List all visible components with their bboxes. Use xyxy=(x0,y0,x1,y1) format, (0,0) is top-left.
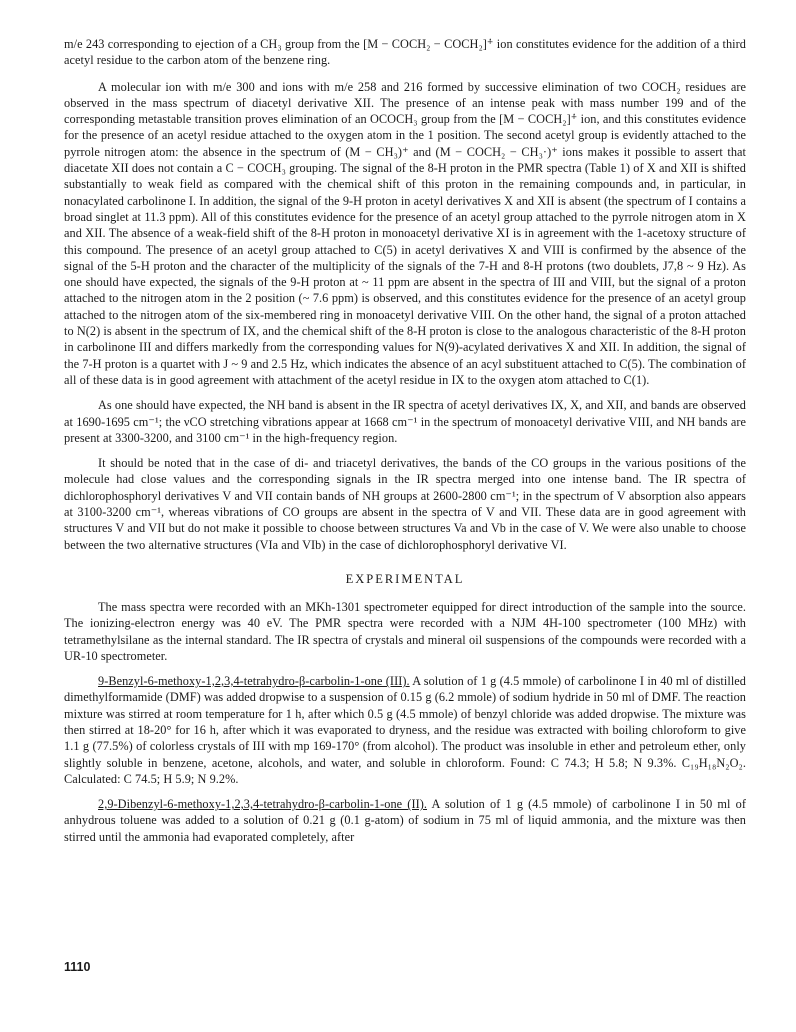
experimental-paragraph-3 xyxy=(64,796,746,845)
paragraph-3: As one should have expected, the NH band is absent in the IR spectra of acetyl derivatives IX, X, and XII, and bands are observed at 1690-1695 cm⁻¹; the νCO stretching vibrations appear at 1668 cm⁻¹ in the spectrum of monoacetyl derivative VIII, and NH bands are present at 3300-3200, and 3100 cm⁻¹ in the high-frequency region. xyxy=(64,398,746,445)
paragraph-1: m/e 243 corresponding to ejection of a CH₃ group from the [M − COCH₂ − COCH₂]⁺̇ ion constitutes evidence for the addition of a third acetyl residue to the carbon atom of the benzene ring. xyxy=(64,37,746,68)
experimental-text: A solution of 1 g (4.5 mmole) of carbolinone I in 40 ml of distilled dimethylformamide (DMF) was added dropwise to a suspension of 0.15 g (6.2 mmole) of sodium hydride in 50 ml of DMF. The reaction mixture was stirred at room temperature for 1 h, after which 0.5 g (4.5 mmole) of benzyl chloride was added dropwise. The mixture was then stirred at 18-20° for 16 h, after which it was evaporated to dryness, and the residue was extracted with boiling chloroform to give 1.1 g (77.5%) of colorless crystals of III with mp 169-170° (from alcohol). The product was insoluble in ether and petroleum ether, only slightly soluble in benzene, acetone, alcohols, and water, and soluble in chloroform. Found: C 74.3; H 5.8; N 9.3%. C₁₉H₁₈N₂O₂. Calculated: C 74.5; H 5.9; N 9.2%. xyxy=(64,674,746,786)
compound-title: 9-Benzyl-6-methoxy-1,2,3,4-tetrahydro-β-carbolin-1-one (III). xyxy=(98,674,410,689)
experimental-paragraph-1 xyxy=(64,599,746,664)
experimental-paragraph-2 xyxy=(64,673,746,787)
paragraph-2: A molecular ion with m/e 300 and ions with m/e 258 and 216 formed by successive elimination of two COCH₂ residues are observed in the mass spectrum of diacetyl derivative XII. The presence of an intense peak with mass number 199 and of the corresponding metastable transition proves elimination of an OCOCH₃ group from the [M − COCH₂]⁺̇ ion, and this constitutes evidence for the presence of an acetyl residue attached to the oxygen atom in the 1 position. The second acetyl group is evidently attached to the pyrrole nitrogen atom: the absence in the spectrum of (M − CH₃)⁺ and (M − COCH₂ − CH₃·)⁺ ions makes it possible to assert that diacetate XII does not contain a C − COCH₃ grouping. The signal of the 8-H proton in the PMR spectra (Table 1) of X and XII is shifted substantially to weak field as compared with the chemical shift of this proton in the remaining compounds and, in particular, in nonacylated carbolinone I. In addition, the signal of the 9-H proton in acetyl derivatives X and XII is absent (the spectrum of I contains a broad singlet at 11.3 ppm). All of this constitutes evidence for the presence of an acetyl group attached to the pyrrole nitrogen atom in X and XII. The absence of a weak-field shift of the 8-H proton in monoacetyl derivative XI is in agreement with the 1-acetoxy structure of this compound. The presence of an acetyl group attached to C(5) in acetyl derivatives X and VIII is confirmed by the absence of the signal of the 5-H proton and the character of the multiplicity of the signals of the 7-H and 8-H protons (two doublets, J7,8 ~ 9 Hz). As one should have expected, the signals of the 9-H proton at ~ 11 ppm are absent in the spectra of III and VIII, but the signal of a proton attached to the nitrogen atom in the 2 position (~ 7.6 ppm) is observed, and this constitutes evidence for the presence of an acetyl group attached to the nitrogen atom of the six-membered ring in monoacetyl derivative VIII. On the other hand, the signal of a proton attached to N(2) is absent in the spectrum of IX, and the chemical shift of the 8-H proton is close to the analogous characteristic of the 8-H proton in carbolinone III and differs markedly from the corresponding values for N(9)-acylated derivatives X and XII. In addition, the signal of the 7-H proton is a quartet with J ~ 9 and 2.5 Hz, which indicates the absence of an acyl substituent attached to C(5). The combination of all of these data is in good agreement with attachment of the acetyl residue in IX to the oxygen atom attached to C(1). xyxy=(64,79,746,387)
experimental-text: The mass spectra were recorded with an MKh-1301 spectrometer equipped for direct introduction of the sample into the source. The ionizing-electron energy was 40 eV. The PMR spectra were recorded with a NJM 4H-100 spectrometer (100 MHz) with tetramethylsilane as the internal standard. The IR spectra of crystals and mineral oil suspensions of the compounds were recorded with a UR-10 spectrometer. xyxy=(64,599,746,663)
compound-title: 2,9-Dibenzyl-6-methoxy-1,2,3,4-tetrahydro-β-carbolin-1-one (II). xyxy=(98,797,428,812)
page-number: 1110 xyxy=(64,960,91,974)
section-heading: EXPERIMENTAL xyxy=(345,571,465,586)
experimental-text: A solution of 1 g (4.5 mmole) of carbolinone I in 50 ml of anhydrous toluene was added to a solution of 0.21 g (0.1 g-atom) of sodium in 75 ml of liquid ammonia, and the mixture was then stirred until the ammonia had evaporated completely, after xyxy=(64,797,746,844)
paragraph-4: It should be noted that in the case of di- and triacetyl derivatives, the bands of the CO groups in the various positions of the molecule had close values and the corresponding signals in the IR spectra merged into one intense band. The IR spectra of dichlorophosphoryl derivatives V and VII contain bands of NH groups at 2600-2800 cm⁻¹; in the spectrum of V absorption also appears at 3100-3200 cm⁻¹, whereas vibrations of CO groups are absent in the spectra of V and VII. These data are in good agreement with structures V and VII but do not make it possible to choose between structures Va and Vb in the case of V. We were also unable to choose between the two alternative structures (VIa and VIb) in the case of dichlorophosphoryl derivative VI. xyxy=(64,456,746,552)
